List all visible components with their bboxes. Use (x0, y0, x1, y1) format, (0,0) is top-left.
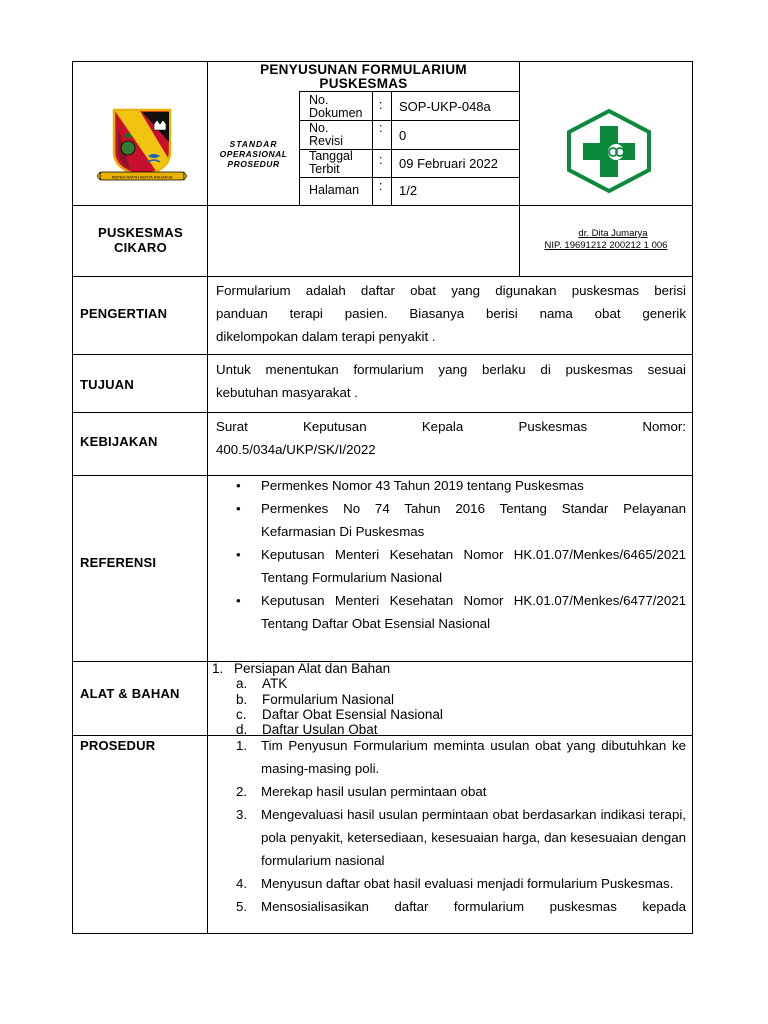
pengertian-line1: Formularium adalah daftar obat yang digunakan puskesmas berisi (216, 283, 686, 298)
kabupaten-bandung-crest-icon (96, 106, 188, 184)
meta-value-dokumen: SOP-UKP-048a (399, 99, 491, 114)
list-item: • Permenkes Nomor 43 Tahun 2019 tentang Puskesmas (216, 474, 686, 497)
list-item: 1. Tim Penyusun Formularium meminta usulan obat yang dibutuhkan ke masing-masing poli. (236, 738, 686, 776)
kebijakan-line2: 400.5/034a/UKP/SK/I/2022 (216, 442, 376, 457)
meta-label-revisi: No. Revisi (309, 121, 344, 148)
meta-sep: : (379, 153, 383, 167)
list-item: b. Formularium Nasional (236, 691, 395, 707)
meta-label-dokumen: No. Dokumen (309, 93, 363, 120)
org-name-line2: CIKARO (113, 240, 168, 255)
tujuan-line2: kebutuhan masyarakat . (216, 385, 358, 400)
sop-label-line3: PROSEDUR (227, 159, 280, 169)
list-item: 4. Menyusun daftar obat hasil evaluasi menjadi formularium Puskesmas. (236, 876, 674, 891)
label-alat-bahan: ALAT & BAHAN (80, 686, 180, 701)
label-tujuan: TUJUAN (80, 377, 134, 392)
meta-value-revisi: 0 (399, 128, 407, 143)
title-line2: PUSKESMAS (319, 76, 408, 91)
list-item: • Keputusan Menteri Kesehatan Nomor HK.01.07/Menkes/6465/2021 Tentang Formularium Nasional (216, 543, 686, 589)
meta-label-tanggal: Tanggal Terbit (309, 149, 353, 176)
tujuan-line1: Untuk menentukan formularium yang berlaku di puskesmas sesuai (216, 362, 686, 377)
crest-motto: REPEH RAPIH KERTA RAHARJA (111, 174, 173, 180)
label-kebijakan: KEBIJAKAN (80, 434, 158, 449)
meta-sep: : (379, 179, 383, 193)
meta-value-halaman: 1/2 (399, 183, 418, 198)
sop-label-line1: STANDAR (229, 139, 278, 149)
signer-nip: NIP. 19691212 200212 1 006 (544, 240, 668, 251)
alat-heading-text: Persiapan Alat dan Bahan (234, 661, 391, 676)
label-pengertian: PENGERTIAN (80, 306, 168, 321)
signer-block (520, 228, 692, 252)
alat-heading (212, 661, 443, 676)
organization-name (74, 225, 207, 255)
meta-value-tanggal: 09 Februari 2022 (399, 156, 499, 171)
list-item: 2. Merekap hasil usulan permintaan obat (236, 784, 487, 799)
list-item: 5. Mensosialisasikan daftar formularium puskesmas kepada (236, 899, 686, 914)
bullet-icon: • (236, 593, 241, 608)
meta-sep: : (379, 98, 383, 112)
referensi-list (216, 474, 686, 635)
title-line1: PENYUSUNAN FORMULARIUM (260, 62, 467, 77)
org-name-line1: PUSKESMAS (97, 225, 184, 240)
alat-heading-num: 1. (212, 661, 224, 676)
meta-sep: : (379, 121, 383, 135)
pengertian-line2: panduan terapi pasien. Biasanya berisi nama obat generik (216, 306, 686, 321)
kebijakan-line1: Surat Keputusan Kepala Puskesmas Nomor: (216, 419, 686, 434)
bullet-icon: • (236, 501, 241, 516)
pengertian-line3: dikelompokan dalam terapi penyakit . (216, 329, 436, 344)
document-title (208, 63, 519, 91)
prosedur-list (216, 734, 686, 918)
list-item: d. Daftar Usulan Obat (236, 722, 378, 738)
bullet-icon: • (236, 478, 241, 493)
puskesmas-green-cross-hexagon-icon (565, 108, 653, 194)
list-item: c. Daftar Obat Esensial Nasional (236, 706, 443, 722)
list-item: • Keputusan Menteri Kesehatan Nomor HK.01.07/Menkes/6477/2021 Tentang Daftar Obat Esensial Nasional (216, 589, 686, 635)
bullet-icon: • (236, 547, 241, 562)
label-referensi: REFERENSI (80, 555, 157, 570)
signer-name: dr. Dita Jumarya (578, 228, 648, 239)
list-item: a. ATK (236, 676, 288, 692)
sop-label (208, 139, 299, 169)
label-prosedur: PROSEDUR (80, 738, 156, 753)
list-item: 3. Mengevaluasi hasil usulan permintaan obat berdasarkan indikasi terapi, pola penyakit, ketersediaan, kesesuaian harga, dan kesesuaian dengan formularium nasional (236, 807, 686, 868)
list-item: • Permenkes No 74 Tahun 2016 Tentang Standar Pelayanan Kefarmasian Di Puskesmas (216, 497, 686, 543)
sop-label-line2: OPERASIONAL (219, 149, 288, 159)
meta-label-halaman: Halaman (309, 183, 360, 197)
alat-bahan-list (212, 661, 443, 737)
